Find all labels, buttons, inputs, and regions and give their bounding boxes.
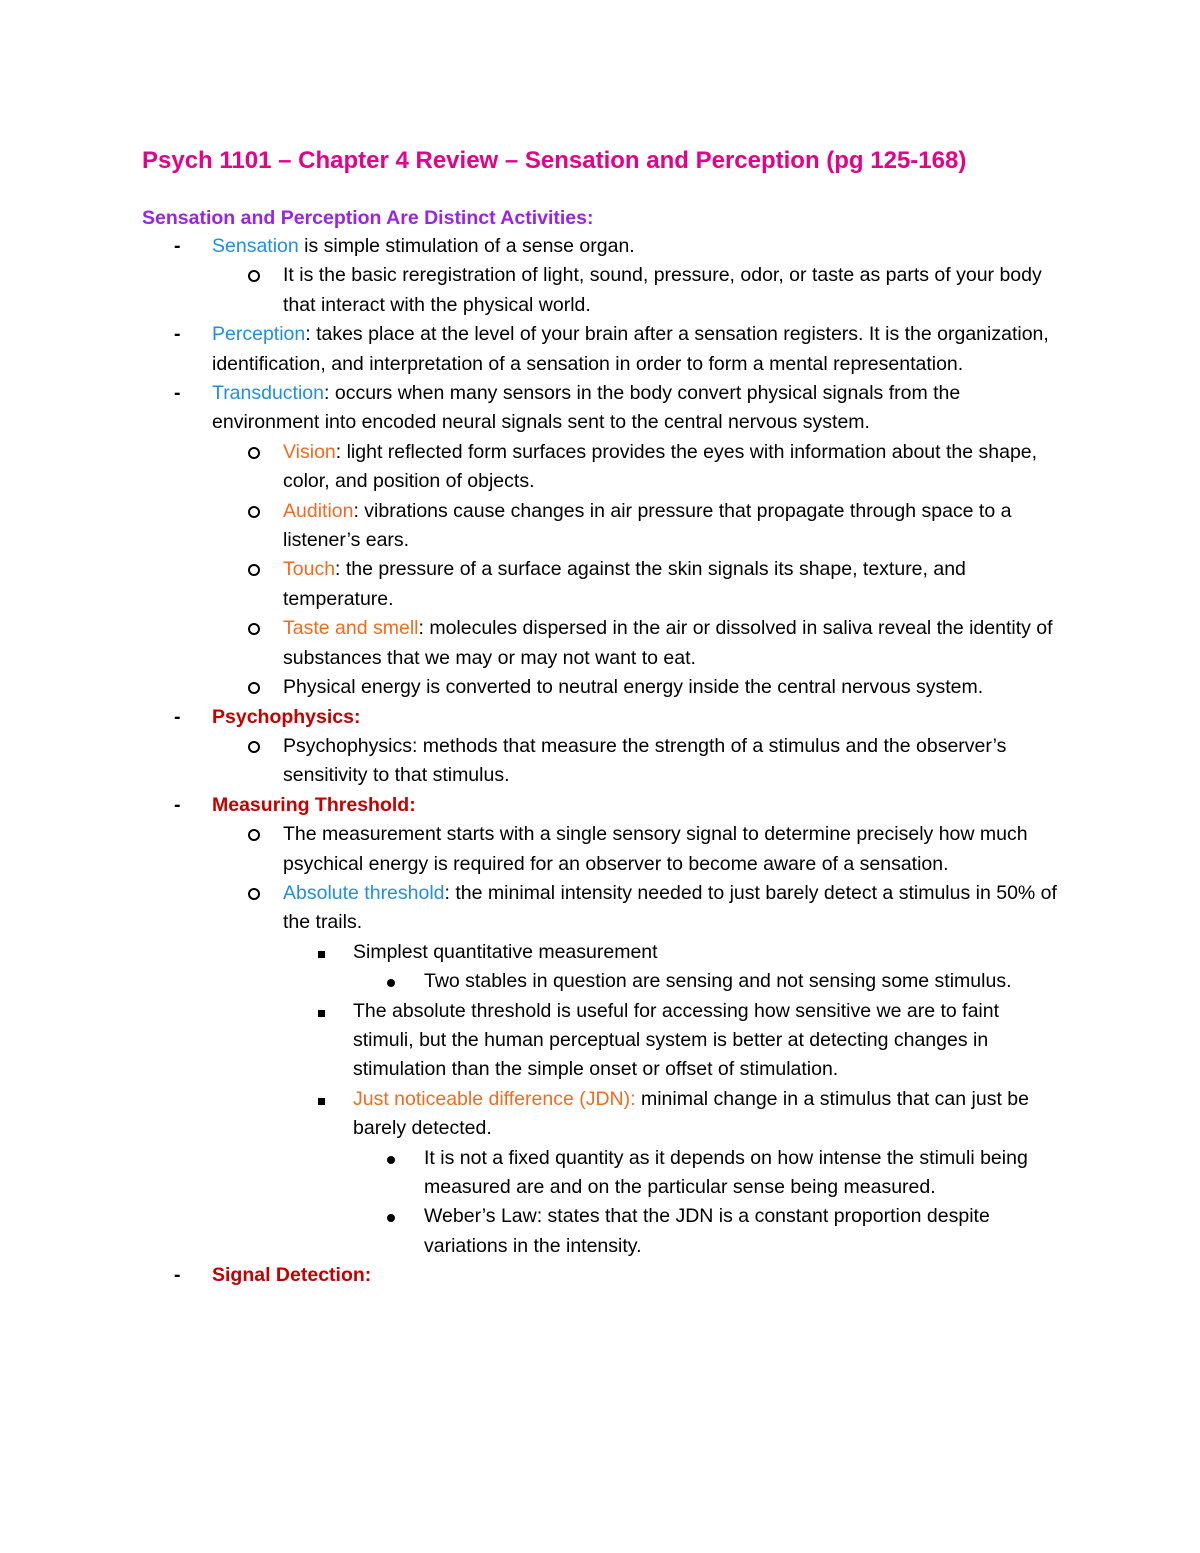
key-term: Sensation <box>212 235 299 257</box>
dash-bullet: - <box>174 793 181 816</box>
item-body: It is not a fixed quantity as it depends on how intense the stimuli being measured are and on the particular sense being measured. <box>424 1146 1028 1198</box>
item-body: The measurement starts with a single sensory signal to determine precisely how much psychical energy is required for an observer to become aware of a sensation. <box>283 823 1028 875</box>
outline-item-level-4 <box>0 1202 1034 1261</box>
item-body: Physical energy is converted to neutral energy inside the central nervous system. <box>283 676 984 699</box>
dot-bullet-icon <box>387 967 395 996</box>
key-term: Touch <box>283 558 336 581</box>
key-term: Signal Detection: <box>212 1264 372 1287</box>
outline-item-level-2 <box>0 732 1073 791</box>
outline-item-level-2 <box>0 497 1073 556</box>
outline-item-text <box>353 997 1058 1085</box>
outline-item-text <box>424 1144 1034 1203</box>
item-body: It is the basic reregistration of light, sound, pressure, odor, or taste as parts of your body that interact with the physical world. <box>283 264 1042 316</box>
outline-item-text <box>212 379 1072 438</box>
item-body: : light reflected form surfaces provides the eyes with information about the shape, color, and position of objects. <box>283 440 1038 493</box>
outline-list <box>0 232 1200 1291</box>
item-body: : takes place at the level of your brain after a sensation registers. It is the organization, identification, and interpretation of a sensation in order to form a mental representation. <box>212 323 1049 375</box>
outline-item-level-2 <box>0 820 1073 879</box>
key-term: Taste and smell <box>283 617 419 640</box>
circle-bullet-icon <box>248 820 260 850</box>
outline-item-text <box>212 320 1072 379</box>
dot-bullet-icon <box>387 1144 395 1173</box>
square-bullet-icon <box>318 938 325 967</box>
item-body: Psychophysics: methods that measure the strength of a stimulus and the observer’s sensitivity to that stimulus. <box>283 734 1007 787</box>
item-body: Simplest quantitative measurement <box>353 940 658 963</box>
outline-item-level-2 <box>0 879 1073 938</box>
outline-item-level-1 <box>0 232 1072 261</box>
circle-bullet-icon <box>248 555 260 585</box>
item-body: Weber’s Law: states that the JDN is a constant proportion despite variations in the intensity. <box>424 1205 990 1257</box>
item-body: : vibrations cause changes in air pressure that propagate through space to a listener’s ears. <box>283 499 1012 552</box>
outline-item-text <box>353 938 1058 967</box>
circle-bullet-icon <box>248 497 260 527</box>
outline-item-text <box>283 732 1073 791</box>
key-term: Audition <box>283 499 354 522</box>
key-term: Perception <box>212 323 306 346</box>
item-body: minimal change in a stimulus that can just be barely detected. <box>353 1087 1029 1140</box>
outline-item-text <box>424 967 1034 996</box>
item-body: The absolute threshold is useful for accessing how sensitive we are to faint stimuli, but the human perceptual system is better at detecting changes in stimulation than the simple onset or offset of stimulation. <box>353 999 1000 1081</box>
item-body: : molecules dispersed in the air or dissolved in saliva reveal the identity of substances that we may or may not want to eat. <box>283 617 1053 669</box>
outline-item-text <box>212 791 1072 820</box>
square-bullet-icon <box>318 997 325 1026</box>
outline-item-text <box>353 1085 1058 1144</box>
outline-item-text <box>283 879 1073 938</box>
outline-item-level-1 <box>0 320 1072 379</box>
outline-item-text <box>212 1261 1072 1290</box>
outline-item-level-2 <box>0 673 1073 702</box>
dash-bullet: - <box>174 705 181 728</box>
outline-item-text <box>283 497 1073 556</box>
key-term: Transduction <box>212 382 325 405</box>
key-term: Psychophysics: <box>212 705 361 728</box>
outline-item-text <box>283 261 1073 320</box>
dash-bullet: - <box>174 323 181 346</box>
outline-item-level-4 <box>0 1144 1034 1203</box>
outline-item-text <box>283 438 1073 497</box>
outline-item-level-2 <box>0 438 1073 497</box>
item-body: : occurs when many sensors in the body convert physical signals from the environment into encoded neural signals sent to the central nervous system. <box>212 382 961 434</box>
outline-item-text <box>283 820 1073 879</box>
circle-bullet-icon <box>248 614 260 644</box>
item-body: : the pressure of a surface against the skin signals its shape, texture, and temperature. <box>283 558 966 610</box>
outline-item-level-2 <box>0 555 1073 614</box>
key-term: Just noticeable difference (JDN): <box>353 1087 636 1110</box>
item-body: : the minimal intensity needed to just barely detect a stimulus in 50% of the trails. <box>283 881 1057 934</box>
outline-item-level-1 <box>0 791 1072 820</box>
dash-bullet: - <box>174 235 181 257</box>
circle-bullet-icon <box>248 879 260 909</box>
outline-item-text <box>283 673 1073 702</box>
outline-item-level-2 <box>0 261 1073 320</box>
key-term: Vision <box>283 440 336 463</box>
outline-item-level-2 <box>0 614 1073 673</box>
circle-bullet-icon <box>248 732 260 762</box>
key-term: Absolute threshold <box>283 881 445 904</box>
dot-bullet-icon <box>387 1202 395 1231</box>
outline-item-level-4 <box>0 967 1034 996</box>
outline-item-text <box>212 703 1072 732</box>
dash-bullet: - <box>174 1264 181 1287</box>
outline-item-level-1 <box>0 379 1072 438</box>
outline-item-level-3 <box>0 938 1058 967</box>
outline-item-level-3 <box>0 1085 1058 1144</box>
circle-bullet-icon <box>248 673 260 703</box>
circle-bullet-icon <box>248 438 260 468</box>
dash-bullet: - <box>174 382 181 405</box>
circle-bullet-icon <box>248 261 260 291</box>
outline-item-level-1 <box>0 703 1072 732</box>
outline-item-text <box>283 555 1073 614</box>
outline-item-text <box>424 1202 1034 1261</box>
item-body: is simple stimulation of a sense organ. <box>298 235 635 257</box>
item-body: Two stables in question are sensing and not sensing some stimulus. <box>424 970 1012 993</box>
outline-item-level-1 <box>0 1261 1072 1290</box>
document-title: Psych 1101 – Chapter 4 Review – Sensation and Perception (pg 125-168) <box>142 147 967 174</box>
key-term: Measuring Threshold: <box>212 793 416 816</box>
section-heading: Sensation and Perception Are Distinct Activities: <box>142 207 594 229</box>
outline-item-text <box>212 232 1072 261</box>
outline-item-level-3 <box>0 997 1058 1085</box>
square-bullet-icon <box>318 1085 325 1114</box>
outline-item-text <box>283 614 1073 673</box>
